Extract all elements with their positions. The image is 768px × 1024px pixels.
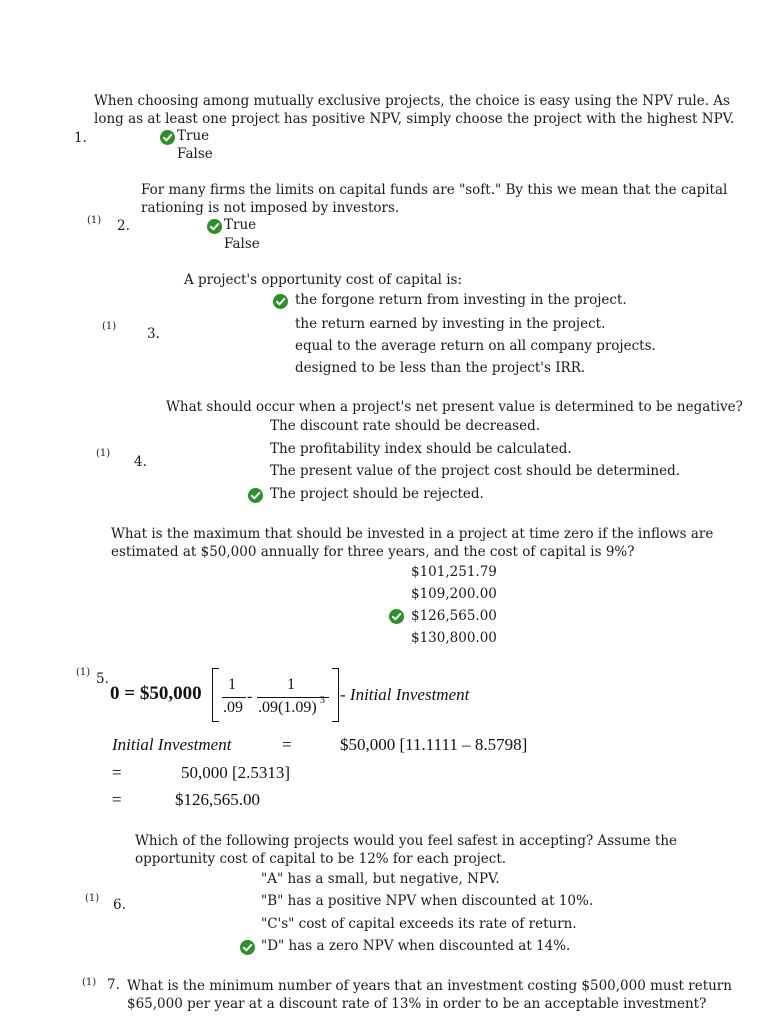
answer-option-4[interactable]: $130,800.00 (411, 630, 497, 646)
formula-row1-value: $50,000 [11.1111 – 8.5798] (340, 735, 528, 754)
points-badge: (1) (87, 215, 102, 226)
check-circle-icon (240, 940, 255, 955)
question-5-number: 5. (96, 671, 109, 687)
check-circle-icon (160, 130, 175, 145)
fraction-2-exponent: 3 (320, 695, 325, 706)
answer-option-false[interactable]: False (177, 146, 213, 162)
check-circle-icon (207, 219, 222, 234)
fraction-1-numerator: 1 (228, 676, 236, 693)
answer-option-1[interactable]: the forgone return from investing in the project. (295, 292, 627, 308)
question-5-text-line2: estimated at $50,000 annually for three years, and the cost of capital is 9%? (111, 544, 635, 560)
question-3-number: 3. (147, 326, 160, 342)
answer-option-3[interactable]: $126,565.00 (411, 608, 497, 624)
question-3-text: A project's opportunity cost of capital is: (184, 272, 463, 288)
fraction-2-bar (257, 697, 329, 698)
right-bracket (332, 668, 339, 722)
question-2-number: 2. (117, 218, 130, 234)
fraction-2-denominator: .09(1.09) (258, 699, 317, 716)
question-6-number: 6. (113, 897, 126, 913)
answer-option-4[interactable]: "D" has a zero NPV when discounted at 14%. (261, 938, 571, 954)
answer-option-false[interactable]: False (224, 236, 260, 252)
formula-minus: - (247, 688, 253, 705)
question-1-number: 1. (74, 130, 87, 146)
answer-option-true[interactable]: True (177, 128, 210, 144)
question-5-text-line1: What is the maximum that should be invested in a project at time zero if the inflows are (111, 526, 714, 542)
check-circle-icon (273, 294, 288, 309)
fraction-1-bar (222, 697, 246, 698)
answer-option-2[interactable]: The profitability index should be calculated. (270, 441, 572, 457)
answer-option-2[interactable]: "B" has a positive NPV when discounted at 10%. (261, 893, 594, 909)
left-bracket (212, 668, 219, 722)
answer-option-2[interactable]: the return earned by investing in the project. (295, 316, 606, 332)
points-badge: (1) (102, 321, 117, 332)
check-circle-icon (389, 609, 404, 624)
question-2-text-line1: For many firms the limits on capital funds are "soft." By this we mean that the capital (141, 182, 728, 198)
formula-row1-eq: = (282, 735, 292, 754)
question-1-text-line2: long as at least one project has positive NPV, simply choose the project with the highest NPV. (94, 111, 735, 127)
question-7-text-line2: $65,000 per year at a discount rate of 13% in order to be an acceptable investment? (127, 996, 707, 1012)
answer-option-3[interactable]: The present value of the project cost should be determined. (270, 463, 681, 479)
formula-tail: - Initial Investment (340, 685, 470, 704)
question-6-text-line2: opportunity cost of capital to be 12% for each project. (135, 851, 507, 867)
answer-option-1[interactable]: "A" has a small, but negative, NPV. (261, 871, 500, 887)
answer-option-2[interactable]: $109,200.00 (411, 586, 497, 602)
points-badge: (1) (96, 448, 111, 459)
question-4-number: 4. (134, 454, 147, 470)
answer-option-3[interactable]: "C's" cost of capital exceeds its rate of return. (261, 916, 577, 932)
question-1-text-line1: When choosing among mutually exclusive projects, the choice is easy using the NPV rule. As (94, 93, 730, 109)
answer-option-4[interactable]: The project should be rejected. (270, 486, 484, 502)
question-7-number: 7. (107, 977, 120, 993)
points-badge: (1) (82, 977, 97, 988)
check-circle-icon (248, 488, 263, 503)
points-badge: (1) (85, 893, 100, 904)
formula-row3-value: $126,565.00 (175, 790, 260, 809)
formula-row2-eq: = (112, 763, 122, 782)
answer-option-1[interactable]: The discount rate should be decreased. (270, 418, 541, 434)
fraction-2-numerator: 1 (287, 676, 295, 693)
answer-option-true[interactable]: True (224, 217, 257, 233)
question-6-text-line1: Which of the following projects would you feel safest in accepting? Assume the (135, 833, 678, 849)
question-4-text: What should occur when a project's net present value is determined to be negative? (166, 399, 743, 415)
points-badge: (1) (76, 667, 91, 678)
answer-option-4[interactable]: designed to be less than the project's IRR. (295, 360, 586, 376)
answer-option-3[interactable]: equal to the average return on all company projects. (295, 338, 656, 354)
formula-row1-label: Initial Investment (112, 735, 232, 754)
formula-lhs: 0 = $50,000 (110, 683, 202, 704)
question-2-text-line2: rationing is not imposed by investors. (141, 200, 400, 216)
answer-option-1[interactable]: $101,251.79 (411, 564, 497, 580)
formula-row2-value: 50,000 [2.5313] (181, 763, 291, 782)
formula-row3-eq: = (112, 790, 122, 809)
question-7-text-line1: What is the minimum number of years that an investment costing $500,000 must return (127, 978, 732, 994)
fraction-1-denominator: .09 (223, 699, 243, 716)
